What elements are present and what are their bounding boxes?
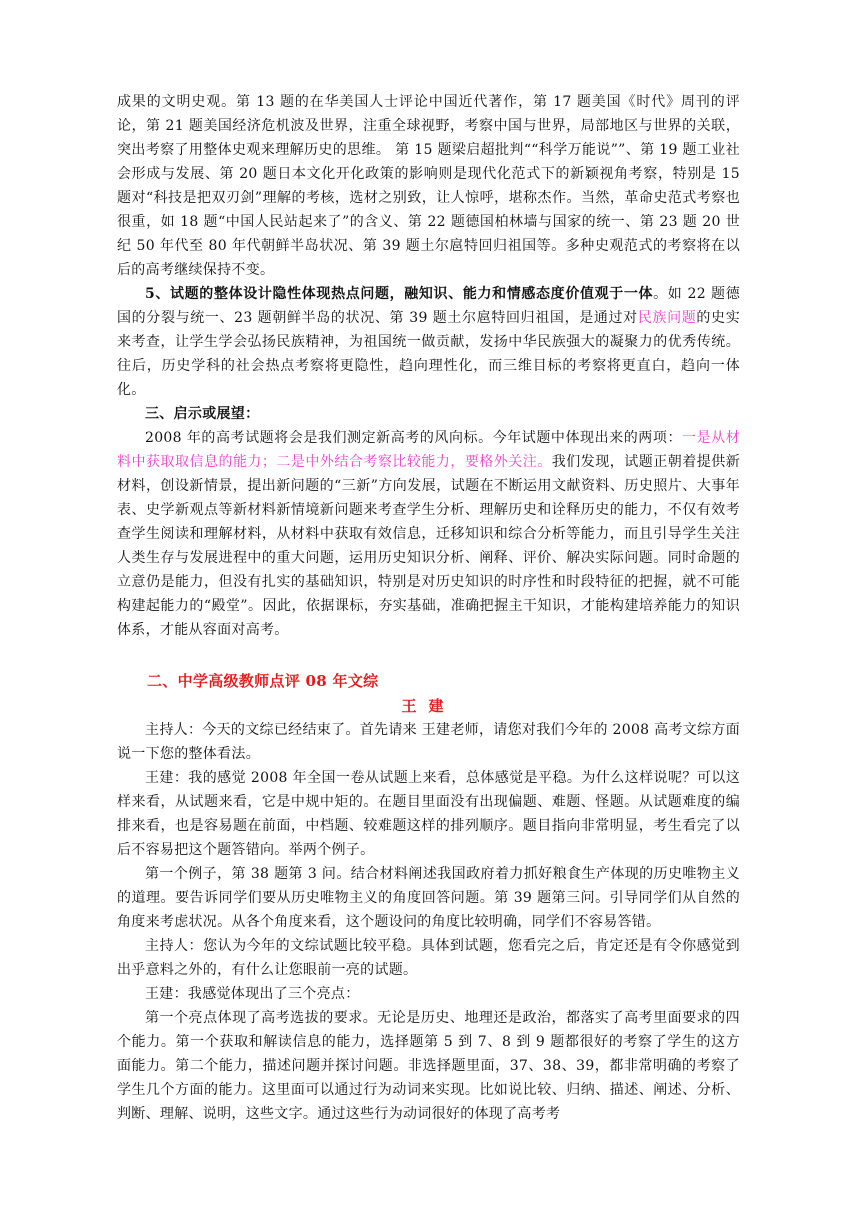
paragraph-wangjian-answer-1: 王建：我的感觉 2008 年全国一卷从试题上来看，总体感觉是平稳。为什么这样说呢？可以这样来看，从试题来看，它是中规中矩的。在题目里面没有出现偏题、难题、怪题。从试题难度的编排来看，也是容易题在前面，中档题、较难题这样的排列顺序。题目指向非常明显，考生看完了以后不容易把这个题答错向。举两个例子。 — [117, 770, 740, 858]
paragraph-host-question-1: 主持人：今天的文综已经结束了。首先请来 王建老师，请您对我们今年的 2008 高考文综方面说一下您的整体看法。 — [117, 722, 740, 762]
paragraph-example-1: 第一个例子，第 38 题第 3 问。结合材料阐述我国政府着力抓好粮食生产体现的历史唯物主义的道理。要告诉同学们要从历史唯物主义的角度回答问题。第 39 题第三问。引导同学们从自然的角度来考虑状况。从各个角度来看，这个题设问的角度比较明确，同学们不容易答错。 — [117, 866, 740, 930]
paragraph-point-5 — [117, 282, 740, 402]
paragraph-wangjian-answer-2: 王建：我感觉体现出了三个亮点： — [145, 986, 360, 1002]
point-5-heading: 5、试题的整体设计隐性体现热点问题，融知识、能力和情感态度价值观于一体 — [145, 286, 654, 302]
outlook-text-b: 我们发现，试题正朝着提供新材料，创设新情景，提出新问题的“三新”方向发展，试题在不断运用文献资料、历史照片、大事年表、史学新观点等新材料新情境新问题来考查学生分析、理解历史和诠释历史的能力，不仅有效考查学生阅读和理解材料，从材料中获取有效信息，迁移知识和综合分析等能力，而且引导学生关注人类生存与发展进程中的重大问题，运用历史知识分析、阐释、评价、解决实际问题。同时命题的立意仍是能力，但没有扎实的基础知识，特别是对历史知识的时序性和时段特征的把握，就不可能构建起能力的“殿堂”。因此，依据课标，夯实基础，准确把握主干知识，才能构建培养能力的知识体系，才能从容面对高考。 — [117, 454, 740, 638]
point-5-highlight: 民族问题 — [637, 310, 697, 326]
heading-outlook: 三、启示或展望： — [145, 406, 260, 422]
outlook-text-a: 2008 年的高考试题将会是我们测定新高考的风向标。今年试题中体现出来的两项： — [145, 430, 683, 446]
spacer — [117, 642, 740, 668]
paragraph-highlight-1: 第一个亮点体现了高考选拔的要求。无论是历史、地理还是政治，都落实了高考里面要求的四个能力。第一个获取和解读信息的能力，选择题第 5 到 7、8 到 9 题都很好的考察了学生的这方面能力。第二个能力，描述问题并探讨问题。非选择题里面，37、38、39，都非常明确的考察了学生几个方面的能力。这里面可以通过行为动词来实现。比如说比较、归纳、描述、阐述、分析、判断、理解、说明，这些文字。通过这些行为动词很好的体现了高考考 — [117, 1010, 740, 1122]
paragraph-historiography: 成果的文明史观。第 13 题的在华美国人士评论中国近代著作，第 17 题美国《时代》周刊的评论，第 21 题美国经济危机波及世界，注重全球视野，考察中国与世界，局部地区与世界的关联，突出考察了用整体史观来理解历史的思维。 第 15 题梁启超批判““科学万能说””、第 19 题工业社会形成与发展、第 20 题日本文化开化政策的影响则是现代化范式下的新颖视角考察，特别是 15 题对“科技是把双刃剑”理解的考核，选材之别致，让人惊呼，堪称杰作。当然，革命史范式考察也很重，如 18 题“中国人民站起来了”的含义、第 22 题德国柏林墙与国家的统一、第 23 题 20 世纪 50 年代至 80 年代朝鲜半岛状况、第 39 题土尔扈特回归祖国等。多种史观范式的考察将在以后的高考继续保持不变。 — [117, 94, 740, 278]
paragraph-outlook — [117, 426, 740, 642]
paragraph-host-question-2: 主持人：您认为今年的文综试题比较平稳。具体到试题，您看完之后，肯定还是有令你感觉到出乎意料之外的，有什么让您眼前一亮的试题。 — [117, 938, 740, 978]
outlook-highlight: 一是从材料中获取取信息的能力；二是中外结合考察比较能力，要格外关注。 — [117, 430, 741, 470]
section-title: 二、中学高级教师点评 08 年文综 — [147, 672, 379, 690]
point-5-text-b: 的史实来考查，让学生学会弘扬民族精神，为祖国统一做贡献，发扬中华民族强大的凝聚力的优秀传统。往后，历史学科的社会热点考察将更隐性，趋向理性化，而三维目标的考察将更直白，趋向一体化。 — [117, 310, 740, 398]
author-name: 王建 — [401, 697, 456, 715]
point-5-text-a: 。如 22 题德国的分裂与统一、23 题朝鲜半岛的状况、第 39 题土尔扈特回归祖国，是通过对 — [117, 286, 740, 326]
